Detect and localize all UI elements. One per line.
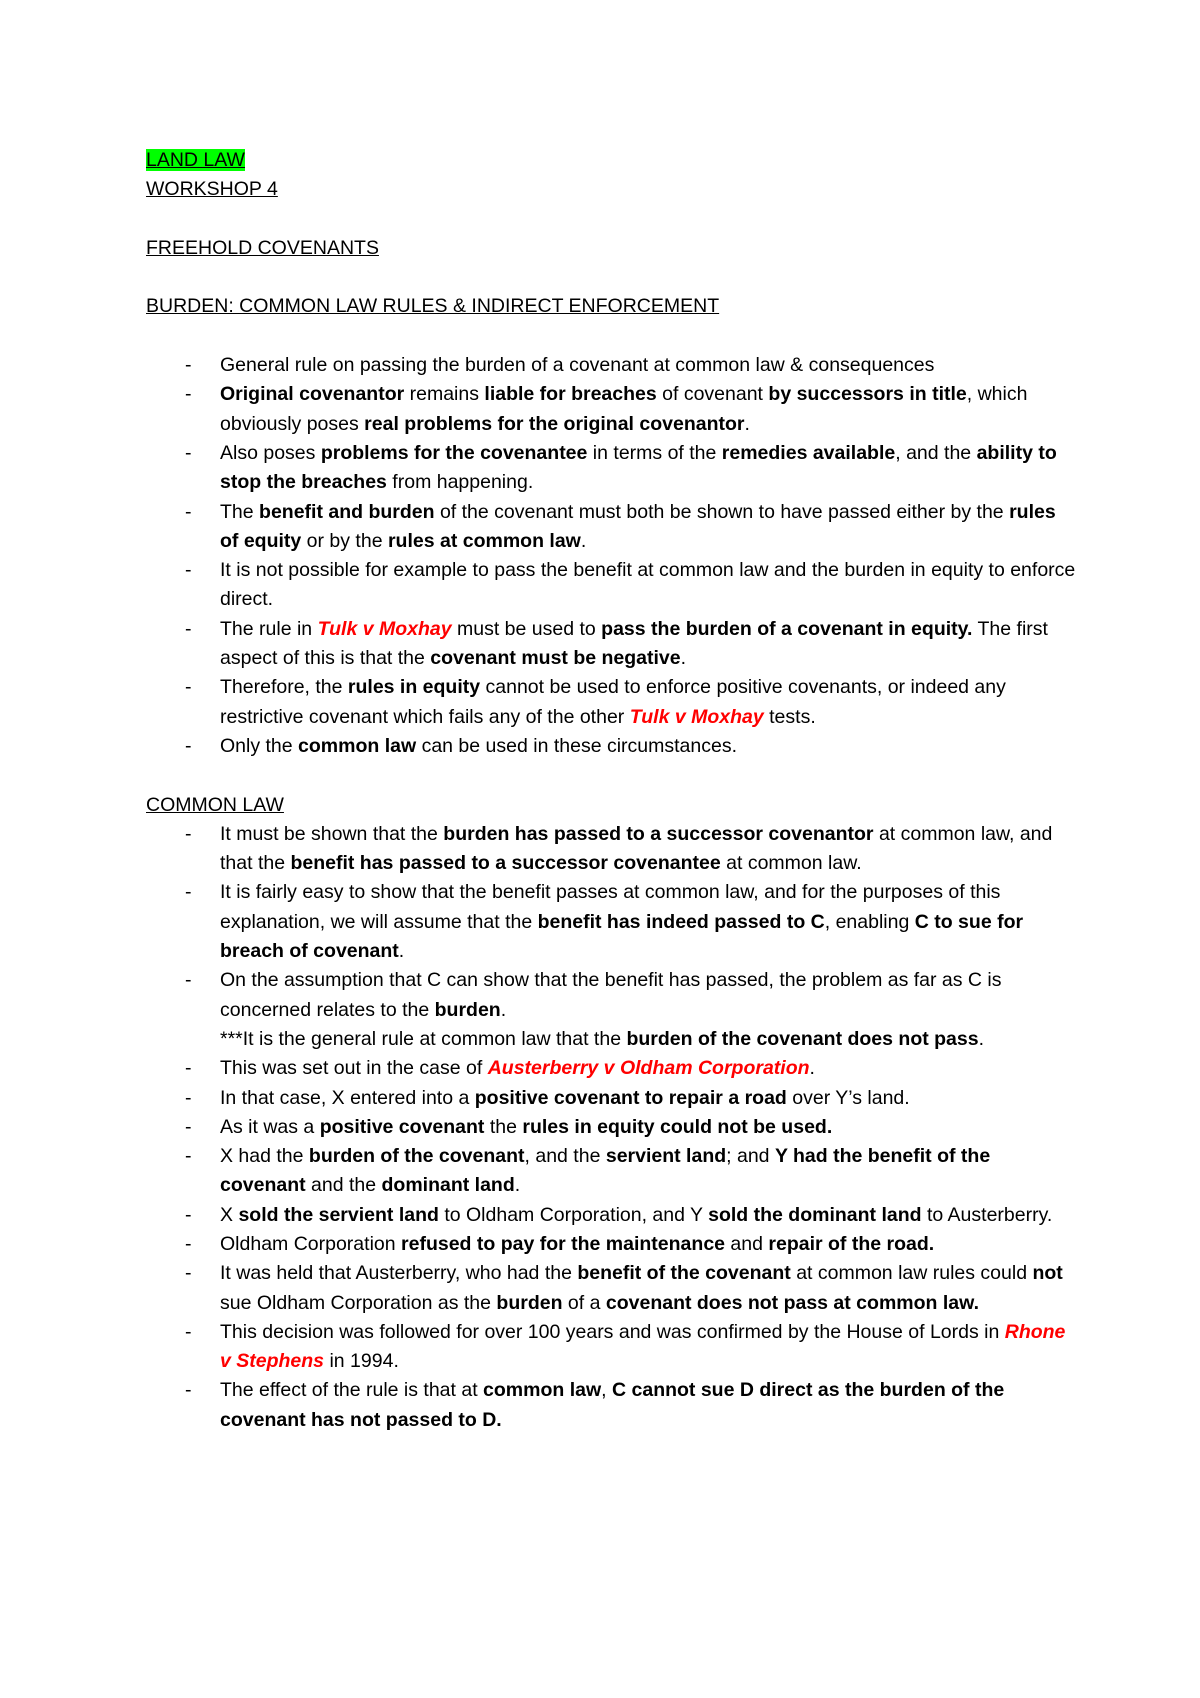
item-text: ***It is the general rule at common law that the — [220, 1027, 627, 1050]
document-title — [146, 146, 1076, 175]
item-text: As it was a — [220, 1115, 320, 1138]
bullet-dash: - — [185, 822, 192, 845]
bold-text: C to sue for breach of covenant — [220, 910, 1024, 963]
bullet-dash: - — [185, 881, 192, 904]
item-text: , enabling — [824, 910, 915, 933]
item-text: , and the — [524, 1145, 606, 1168]
item-text: to Austerberry. — [921, 1203, 1053, 1226]
item-text: It must be shown that the — [220, 822, 444, 845]
item-text: The effect of the rule is that at — [220, 1379, 484, 1402]
bold-text: rules at common law — [387, 529, 581, 552]
list-item — [146, 1318, 1076, 1377]
bold-text: by successors in title — [768, 383, 967, 406]
bullet-dash: - — [185, 676, 192, 699]
item-text: from happening. — [386, 471, 534, 494]
bullet-dash: - — [185, 1115, 192, 1138]
bold-text: servient land — [605, 1145, 727, 1168]
list-item — [146, 498, 1076, 557]
bullet-dash: - — [185, 1262, 192, 1285]
bullet-dash: - — [185, 1145, 192, 1168]
item-text: at common law, and that the — [220, 822, 1053, 875]
bold-text: burden of the covenant — [308, 1145, 525, 1168]
bold-text: problems for the covenantee — [320, 441, 588, 464]
title-highlight: LAND LAW — [146, 149, 245, 171]
bold-text: ability to stop the breaches — [220, 441, 1057, 494]
bullet-dash: - — [185, 383, 192, 406]
case-name: Austerberry v Oldham Corporation — [487, 1057, 810, 1080]
item-text: The — [220, 500, 260, 523]
bullet-dash: - — [185, 969, 192, 992]
list-item — [146, 351, 1076, 380]
bold-text: sold the servient land — [238, 1203, 439, 1226]
list-item — [146, 820, 1076, 879]
bullet-dash: - — [185, 354, 192, 377]
item-text: , and the — [895, 441, 977, 464]
item-text: . — [514, 1174, 521, 1197]
item-text: , — [601, 1379, 612, 1402]
item-text: remains — [404, 383, 485, 406]
item-text: The first aspect of this is that the — [220, 617, 1048, 670]
item-text: This was set out in the case of — [220, 1057, 488, 1080]
bold-text: positive covenant to repair a road — [474, 1086, 787, 1109]
item-text: over Y’s land. — [786, 1086, 910, 1109]
bullet-dash: - — [185, 559, 192, 582]
item-text: Oldham Corporation — [220, 1232, 402, 1255]
workshop-heading: WORKSHOP 4 — [146, 178, 278, 201]
bold-text: benefit and burden — [259, 500, 435, 523]
bold-text: benefit has indeed passed to C — [537, 910, 825, 933]
bold-text: refused to pay for the maintenance — [401, 1232, 726, 1255]
bullet-dash: - — [185, 1379, 192, 1402]
item-text: . — [809, 1057, 815, 1080]
bold-text: benefit has passed to a successor covenantee — [290, 852, 721, 875]
item-text: It was held that Austerberry, who had the — [220, 1262, 578, 1285]
bullet-dash: - — [185, 1086, 192, 1109]
bullet-dash: - — [185, 1057, 192, 1080]
bold-text: burden has passed to a successor covenantor — [443, 822, 874, 845]
list-item — [146, 439, 1076, 498]
item-text: at common law rules could — [790, 1262, 1033, 1285]
bullet-dash: - — [185, 617, 192, 640]
item-text: . — [398, 940, 405, 963]
bold-text: real problems for the original covenantor — [364, 412, 745, 435]
list-item — [146, 1201, 1076, 1230]
item-text: It is not possible for example to pass the benefit at common law and the burden in equity to enforce direct. — [220, 559, 1076, 611]
case-name: Tulk v Moxhay — [317, 617, 452, 640]
item-text: It is fairly easy to show that the benefit passes at common law, and for the purposes of this explanation, we will assume that the — [220, 881, 1001, 933]
item-text: X had the — [220, 1145, 309, 1168]
item-text: and — [725, 1232, 769, 1255]
item-text: Also poses — [220, 441, 321, 464]
item-text: must be used to — [451, 617, 602, 640]
list-item — [146, 1054, 1076, 1083]
case-name: Rhone v Stephens — [220, 1320, 1066, 1373]
spacer — [146, 205, 1076, 234]
case-name: Tulk v Moxhay — [629, 705, 764, 728]
bullet-dash: - — [185, 1203, 192, 1226]
list-item — [146, 556, 1076, 615]
list-item — [146, 732, 1076, 761]
item-text: On the assumption that C can show that the benefit has passed, the problem as far as C is concerned relates to the — [220, 969, 1002, 1021]
section-heading-common-law: COMMON LAW — [146, 793, 284, 816]
bold-text: benefit of the covenant — [577, 1262, 791, 1285]
bold-text: not — [1032, 1262, 1063, 1285]
spacer — [146, 322, 1076, 351]
list-item — [146, 878, 1076, 966]
item-text: . — [580, 529, 587, 552]
item-text: to Oldham Corporation, and Y — [438, 1203, 709, 1226]
item-text: in terms of the — [587, 441, 722, 464]
item-text: and the — [305, 1174, 382, 1197]
bold-text: burden — [434, 998, 501, 1021]
item-text: of the covenant must both be shown to have passed either by the — [434, 500, 1010, 523]
item-text: , which obviously poses — [220, 383, 1028, 435]
bold-text: Original covenantor — [220, 383, 405, 406]
bold-text: C cannot sue D direct as the burden of the covenant has not passed to D. — [220, 1379, 1005, 1431]
item-text: In that case, X entered into a — [220, 1086, 475, 1109]
item-text: Only the — [220, 734, 299, 757]
bold-text: covenant must be negative — [430, 647, 681, 670]
list-item — [146, 615, 1076, 674]
bold-text: rules of equity — [220, 500, 1056, 552]
list-item — [146, 966, 1076, 1054]
bold-text: rules in equity — [347, 676, 481, 699]
bullet-dash: - — [185, 1232, 192, 1255]
spacer — [146, 263, 1076, 292]
item-text: in 1994. — [324, 1350, 399, 1373]
bullet-dash: - — [185, 500, 192, 523]
item-text: . — [978, 1027, 985, 1050]
item-text: of covenant — [656, 383, 769, 406]
item-text: cannot be used to enforce positive covenants, or indeed any restrictive covenant which fails any of the other — [220, 676, 1006, 728]
bold-text: common law — [483, 1379, 602, 1402]
bold-text: rules in equity could not be used. — [522, 1115, 833, 1138]
item-text: can be used in these circumstances. — [416, 734, 737, 757]
item-text: the — [484, 1115, 523, 1138]
item-text: ; and — [726, 1145, 775, 1168]
bold-text: covenant does not pass at common law. — [605, 1291, 979, 1314]
bullet-list-common-law — [146, 820, 1076, 1435]
item-text: tests. — [763, 705, 816, 728]
bold-text: remedies available — [721, 441, 896, 464]
bullet-dash: - — [185, 734, 192, 757]
bullet-dash: - — [185, 1320, 192, 1343]
bold-text: pass the burden of a covenant in equity. — [601, 617, 973, 640]
bold-text: positive covenant — [319, 1115, 485, 1138]
item-text: . — [500, 998, 507, 1021]
bold-text: common law — [298, 734, 417, 757]
item-text: . — [744, 412, 750, 435]
bold-text: dominant land — [381, 1174, 515, 1197]
item-text: . — [680, 647, 687, 670]
bold-text: liable for breaches — [484, 383, 657, 406]
bold-text: sold the dominant land — [708, 1203, 922, 1226]
list-item — [146, 1259, 1076, 1318]
bold-text: Y had the benefit of the covenant — [220, 1145, 991, 1197]
list-item — [146, 1084, 1076, 1113]
bullet-list-burden — [146, 351, 1076, 761]
item-text: at common law. — [720, 852, 862, 875]
bold-text: burden of the covenant does not pass — [626, 1027, 979, 1050]
item-text: Therefore, the — [220, 676, 348, 699]
list-item — [146, 1142, 1076, 1201]
item-text: sue Oldham Corporation as the — [220, 1291, 497, 1314]
topic-heading: FREEHOLD COVENANTS — [146, 236, 379, 259]
document-page — [146, 146, 1076, 1435]
item-text: of a — [562, 1291, 606, 1314]
item-text: X — [220, 1203, 239, 1226]
list-item — [146, 673, 1076, 732]
bullet-dash: - — [185, 441, 192, 464]
bold-text: burden — [496, 1291, 563, 1314]
list-item — [146, 1113, 1076, 1142]
spacer — [146, 761, 1076, 790]
list-item — [146, 1376, 1076, 1435]
section-heading-burden: BURDEN: COMMON LAW RULES & INDIRECT ENFORCEMENT — [146, 295, 720, 318]
item-text: The rule in — [220, 617, 318, 640]
item-text: or by the — [301, 529, 388, 552]
item-text: This decision was followed for over 100 years and was confirmed by the House of Lords in — [220, 1320, 1005, 1343]
bold-text: repair of the road. — [768, 1232, 935, 1255]
list-item — [146, 380, 1076, 439]
list-item — [146, 1230, 1076, 1259]
item-text: General rule on passing the burden of a covenant at common law & consequences — [220, 354, 935, 377]
